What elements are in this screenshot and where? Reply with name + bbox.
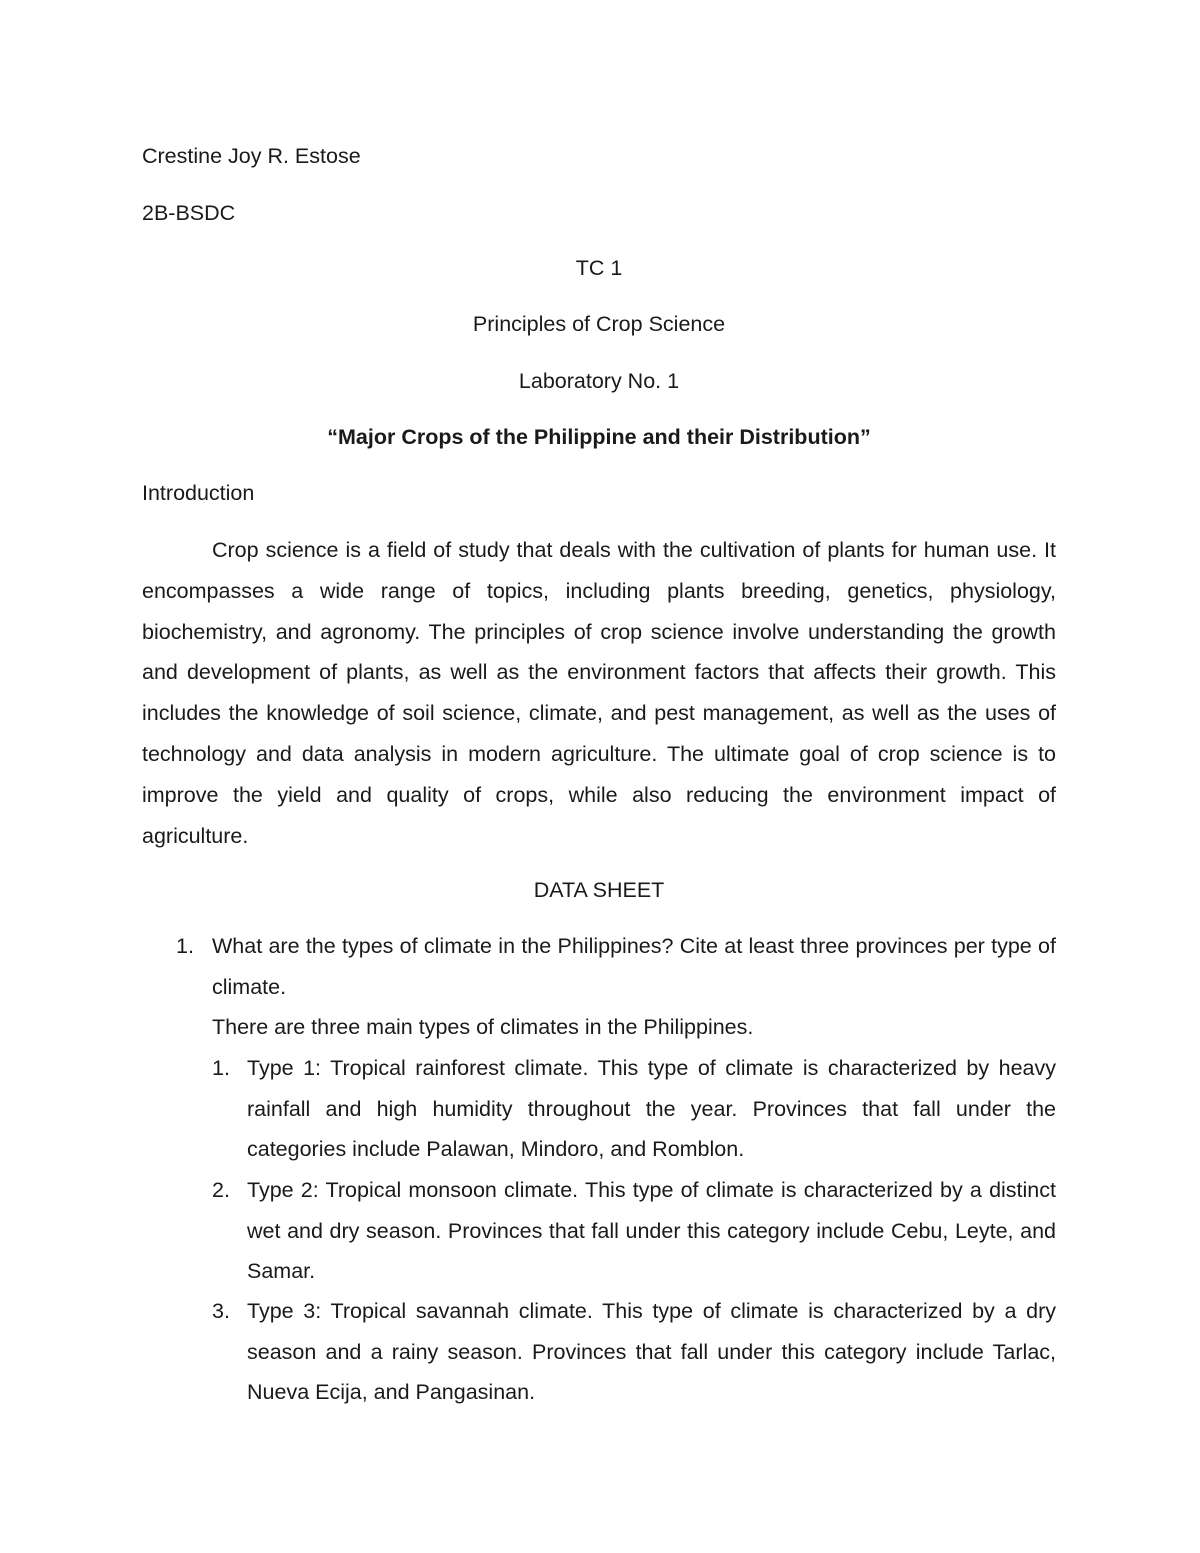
class-section: 2B-BSDC — [142, 201, 236, 225]
answer-intro: There are three main types of climates in the Philippines. — [212, 1015, 754, 1039]
list-number: 3. — [212, 1299, 230, 1323]
climate-type-text: Type 3: Tropical savannah climate. This type of climate is characterized by a dry season and a rainy season. Provinces that fall under this category include Tarlac, Nueva Ecija, and Pangasinan. — [247, 1299, 1056, 1404]
list-number: 1. — [212, 1056, 230, 1080]
course-name: Principles of Crop Science — [472, 312, 726, 336]
data-sheet-heading: DATA SHEET — [533, 878, 665, 902]
author-name: Crestine Joy R. Estose — [142, 144, 361, 168]
introduction-body: Crop science is a field of study that deals with the cultivation of plants for human use. It encompasses a wide range of topics, including plants breeding, genetics, physiology, biochemistry, and agronomy. The principles of crop science involve understanding the growth and development of plants, as well as the environment factors that affects their growth. This includes the knowledge of soil science, climate, and pest management, as well as the uses of technology and data analysis in modern agriculture. The ultimate goal of crop science is to improve the yield and quality of crops, while also reducing the environment impact of agriculture. — [142, 538, 1056, 848]
question-text: What are the types of climate in the Philippines? Cite at least three provinces per type of climate. — [212, 934, 1056, 999]
lab-number: Laboratory No. 1 — [518, 369, 680, 393]
climate-type-text: Type 2: Tropical monsoon climate. This type of climate is characterized by a distinct wet and dry season. Provinces that fall under this category include Cebu, Leyte, and Samar. — [247, 1178, 1056, 1283]
course-code: TC 1 — [575, 256, 623, 280]
list-number: 2. — [212, 1178, 230, 1202]
introduction-heading: Introduction — [142, 481, 255, 505]
lab-title: “Major Crops of the Philippine and their Distribution” — [327, 425, 871, 449]
question-number: 1. — [176, 934, 194, 958]
climate-type-text: Type 1: Tropical rainforest climate. This type of climate is characterized by heavy rainfall and high humidity throughout the year. Provinces that fall under the categories include Palawan, Mindoro, and Romblon. — [247, 1056, 1056, 1161]
